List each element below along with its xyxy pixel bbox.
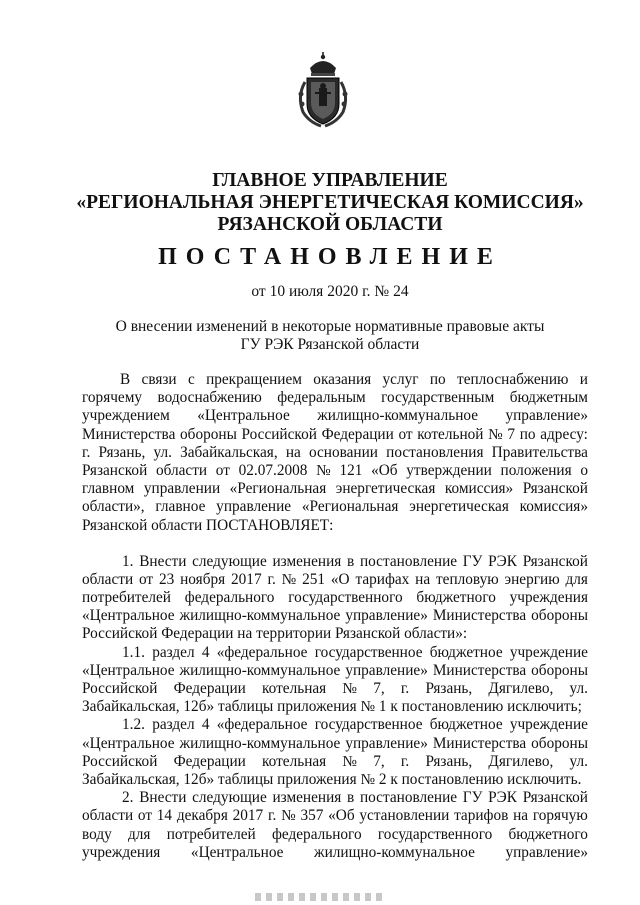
word: котельная bbox=[262, 752, 327, 770]
word: «федеральное bbox=[216, 716, 308, 734]
word: Рязань, bbox=[425, 680, 473, 697]
word: управление» bbox=[345, 661, 428, 679]
word: № bbox=[281, 807, 296, 825]
word: управление» bbox=[345, 607, 428, 625]
word: водоснабжению bbox=[157, 389, 262, 407]
word: потребителей bbox=[166, 825, 256, 843]
word: бюджетным bbox=[509, 389, 588, 407]
word: управление» bbox=[505, 407, 588, 425]
word: ГУ bbox=[462, 789, 483, 807]
item1-2-line bbox=[82, 753, 588, 771]
word: Рязанской bbox=[522, 480, 588, 498]
word: жилищно-коммунальное bbox=[179, 607, 341, 625]
word: следующие bbox=[192, 789, 267, 807]
word: ул. bbox=[153, 443, 172, 461]
item1-2-line bbox=[82, 735, 588, 753]
word: энергетическая bbox=[409, 498, 509, 516]
word: постановление bbox=[359, 789, 458, 807]
word: Федерации bbox=[321, 425, 394, 443]
word: в bbox=[347, 552, 355, 570]
org-line-3: РЯЗАНСКОЙ ОБЛАСТИ bbox=[217, 214, 443, 235]
word: Министерства bbox=[432, 734, 527, 752]
word: Рязанской bbox=[522, 789, 588, 807]
word: котельной bbox=[417, 425, 484, 443]
word: положения bbox=[500, 461, 572, 479]
document-subject bbox=[60, 318, 600, 354]
word: федерального bbox=[271, 825, 362, 843]
word: 7, bbox=[373, 680, 385, 697]
word: обороны bbox=[531, 734, 588, 752]
word: энергетическая bbox=[335, 480, 436, 498]
word: 2017 bbox=[231, 570, 262, 588]
document-type-title: ПОСТАНОВЛЕНИЕ bbox=[158, 244, 502, 270]
word: Российской bbox=[82, 752, 158, 770]
word: Министерства bbox=[432, 661, 527, 679]
word: бюджетного bbox=[416, 589, 496, 607]
preamble-line bbox=[82, 462, 588, 480]
word: 7, bbox=[373, 752, 385, 770]
word: обороны bbox=[531, 607, 588, 625]
word: РЭК bbox=[488, 552, 517, 570]
word: № bbox=[342, 752, 358, 770]
word: Рязань, bbox=[98, 443, 146, 461]
item1-line bbox=[82, 589, 588, 607]
item1-line bbox=[82, 571, 588, 589]
word: ГУ bbox=[462, 552, 483, 570]
word: «Центральное bbox=[82, 607, 175, 625]
word: г. bbox=[82, 443, 91, 461]
item1-1-line: Забайкальская, 12б» таблицы приложения № 1 к постановлению исключить; bbox=[82, 698, 582, 716]
word: г. bbox=[400, 680, 410, 697]
word: изменения bbox=[272, 552, 342, 570]
word: горячую bbox=[532, 807, 588, 825]
word: 14 bbox=[156, 807, 173, 825]
word: 2017 bbox=[232, 807, 264, 825]
word: 4 bbox=[201, 716, 210, 734]
word: «Региональная bbox=[229, 480, 327, 498]
word: жилищно-коммунальное bbox=[179, 734, 341, 752]
org-line-2: «РЕГИОНАЛЬНАЯ ЭНЕРГЕТИЧЕСКАЯ КОМИССИЯ» bbox=[76, 192, 584, 213]
word: учреждением bbox=[82, 407, 170, 425]
subject-line-1: О внесении изменений в некоторые нормативные правовые акты bbox=[115, 318, 545, 335]
word: учреждение bbox=[509, 643, 588, 661]
word: бюджетное bbox=[429, 643, 503, 661]
word: обороны bbox=[180, 425, 237, 443]
word: Внести bbox=[139, 789, 187, 807]
document-body bbox=[82, 371, 588, 862]
word: следующие bbox=[192, 552, 267, 570]
preamble-line bbox=[82, 426, 588, 444]
item1-line bbox=[82, 607, 588, 625]
word: ноября bbox=[180, 570, 226, 588]
word: на bbox=[513, 807, 529, 825]
word: «Центральное bbox=[197, 407, 290, 425]
word: Дягилево, bbox=[488, 680, 554, 697]
word: изменения bbox=[272, 789, 342, 807]
word: «Региональная bbox=[301, 498, 399, 516]
word: тарифах bbox=[355, 570, 410, 588]
word: 7 bbox=[507, 425, 516, 443]
word: бюджетного bbox=[508, 825, 588, 843]
word: «Центральное bbox=[82, 661, 175, 679]
word: услуг bbox=[382, 371, 419, 388]
word: федеральным bbox=[277, 389, 366, 407]
word: № bbox=[342, 680, 358, 697]
item1-line bbox=[82, 553, 588, 571]
word: государственного bbox=[377, 825, 493, 843]
preamble-line bbox=[82, 444, 588, 462]
word: учреждения bbox=[82, 843, 161, 861]
word: главное bbox=[155, 498, 206, 516]
word: теплоснабжению bbox=[457, 371, 569, 388]
word: 2. bbox=[122, 789, 134, 807]
word: с bbox=[187, 371, 195, 388]
item2-line bbox=[82, 807, 588, 825]
preamble-line bbox=[82, 389, 588, 407]
word: учреждение bbox=[509, 716, 588, 734]
word: государственное bbox=[314, 643, 423, 661]
word: «федеральное bbox=[216, 643, 308, 661]
word: энергию bbox=[504, 570, 560, 588]
organization-name bbox=[60, 170, 600, 236]
word: от bbox=[398, 425, 413, 443]
word: г. bbox=[400, 752, 410, 770]
word: постановление bbox=[359, 552, 458, 570]
word: прекращением bbox=[206, 371, 302, 388]
word: от bbox=[215, 461, 230, 479]
word: учреждения bbox=[509, 589, 588, 607]
word: области bbox=[82, 570, 134, 588]
word: федерального bbox=[184, 589, 275, 607]
word: от bbox=[138, 570, 154, 588]
word: горячему bbox=[82, 389, 143, 407]
word: Рязань, bbox=[425, 752, 473, 770]
word: № bbox=[281, 570, 297, 588]
word: Рязанской bbox=[82, 461, 148, 479]
date-and-number: от 10 июля 2020 г. № 24 bbox=[251, 283, 409, 300]
word: от bbox=[137, 807, 153, 825]
word: котельная bbox=[262, 680, 327, 697]
word: 4 bbox=[201, 643, 210, 661]
word: для bbox=[565, 570, 588, 588]
word: Дягилево, bbox=[488, 752, 554, 770]
word: Рязанской bbox=[522, 552, 588, 570]
word: управление bbox=[216, 498, 292, 516]
word: по bbox=[429, 371, 446, 388]
word: основании bbox=[308, 443, 378, 461]
word: 251 bbox=[302, 570, 326, 588]
word: 1.2. bbox=[122, 716, 145, 734]
word: тарифов bbox=[454, 807, 509, 825]
word: адресу: bbox=[540, 425, 588, 443]
item2-line bbox=[82, 844, 588, 862]
word: Министерства bbox=[82, 425, 176, 443]
word: утверждении bbox=[406, 461, 492, 479]
word: Федерации bbox=[173, 752, 246, 770]
word: «О bbox=[330, 570, 350, 588]
item1-2-line: Забайкальская, 12б» таблицы приложения № 2 к постановлению исключить. bbox=[82, 770, 582, 788]
word: 357 bbox=[300, 807, 324, 825]
item1-2-line bbox=[82, 716, 588, 734]
item2-line bbox=[82, 789, 588, 807]
word: на bbox=[415, 570, 431, 588]
word: 1.1. bbox=[122, 643, 145, 661]
preamble-line bbox=[82, 498, 588, 516]
word: о bbox=[580, 461, 588, 479]
coat-of-arms-icon bbox=[293, 52, 353, 128]
item1-1-line bbox=[82, 680, 588, 698]
word: РЭК bbox=[488, 789, 517, 807]
subject-line-2: ГУ РЭК Рязанской области bbox=[240, 336, 420, 353]
word: и bbox=[579, 371, 588, 388]
word: «Центральное bbox=[190, 843, 284, 861]
word: Забайкальская, bbox=[180, 443, 278, 461]
word: бюджетное bbox=[429, 716, 503, 734]
word: обороны bbox=[531, 661, 588, 679]
word: раздел bbox=[152, 716, 195, 734]
word: области», bbox=[82, 498, 145, 516]
word: тепловую bbox=[435, 570, 499, 588]
word: Министерства bbox=[432, 607, 527, 625]
word: 121 bbox=[339, 461, 363, 479]
item1-1-line bbox=[82, 644, 588, 662]
word: комиссия» bbox=[444, 480, 514, 498]
word: в bbox=[347, 789, 355, 807]
word: жилищно-коммунальное bbox=[317, 407, 479, 425]
word: Федерации bbox=[173, 680, 246, 697]
word: управление» bbox=[505, 843, 588, 861]
word: Правительства bbox=[491, 443, 588, 461]
word: ул. bbox=[569, 752, 588, 770]
word: области bbox=[155, 461, 208, 479]
word: государственное bbox=[314, 716, 423, 734]
word: установлении bbox=[359, 807, 450, 825]
word: 23 bbox=[158, 570, 175, 588]
word: связи bbox=[141, 371, 177, 388]
word: воду bbox=[82, 825, 112, 843]
word: Внести bbox=[139, 552, 187, 570]
item1-line: Российской Федерации на территории Рязанской области»: bbox=[82, 625, 468, 643]
word: государственного bbox=[288, 589, 403, 607]
word: жилищно-коммунальное bbox=[314, 843, 475, 861]
word: комиссия» bbox=[519, 498, 588, 516]
word: Российской bbox=[241, 425, 317, 443]
preamble-line bbox=[82, 407, 588, 425]
word: управлении bbox=[143, 480, 221, 498]
word: «Об bbox=[328, 807, 355, 825]
word: управление» bbox=[345, 734, 428, 752]
word: 02.07.2008 bbox=[238, 461, 308, 479]
preamble-line bbox=[82, 371, 588, 389]
word: ул. bbox=[569, 680, 588, 697]
word: № bbox=[488, 425, 503, 443]
word: В bbox=[120, 371, 131, 388]
word: Российской bbox=[82, 680, 158, 697]
word: постановления bbox=[386, 443, 484, 461]
word: главном bbox=[82, 480, 135, 498]
word: потребителей bbox=[82, 589, 171, 607]
item2-line bbox=[82, 826, 588, 844]
word: области bbox=[82, 807, 134, 825]
word: г. bbox=[267, 807, 277, 825]
page-footer-scan-artifact bbox=[255, 893, 385, 901]
word: «Об bbox=[371, 461, 398, 479]
word: раздел bbox=[152, 643, 195, 661]
word: по bbox=[519, 425, 536, 443]
word: жилищно-коммунальное bbox=[179, 661, 341, 679]
preamble-line: Рязанской области ПОСТАНОВЛЯЕТ: bbox=[82, 516, 334, 534]
word: г. bbox=[267, 570, 276, 588]
word: 1. bbox=[122, 552, 134, 570]
word: государственным bbox=[381, 389, 495, 407]
word: № bbox=[316, 461, 331, 479]
word: декабря bbox=[176, 807, 228, 825]
preamble-line bbox=[82, 480, 588, 498]
word: оказания bbox=[313, 371, 372, 388]
word: для bbox=[128, 825, 151, 843]
word: на bbox=[285, 443, 301, 461]
item1-1-line bbox=[82, 662, 588, 680]
org-line-1: ГЛАВНОЕ УПРАВЛЕНИЕ bbox=[212, 170, 448, 191]
word: «Центральное bbox=[82, 734, 175, 752]
